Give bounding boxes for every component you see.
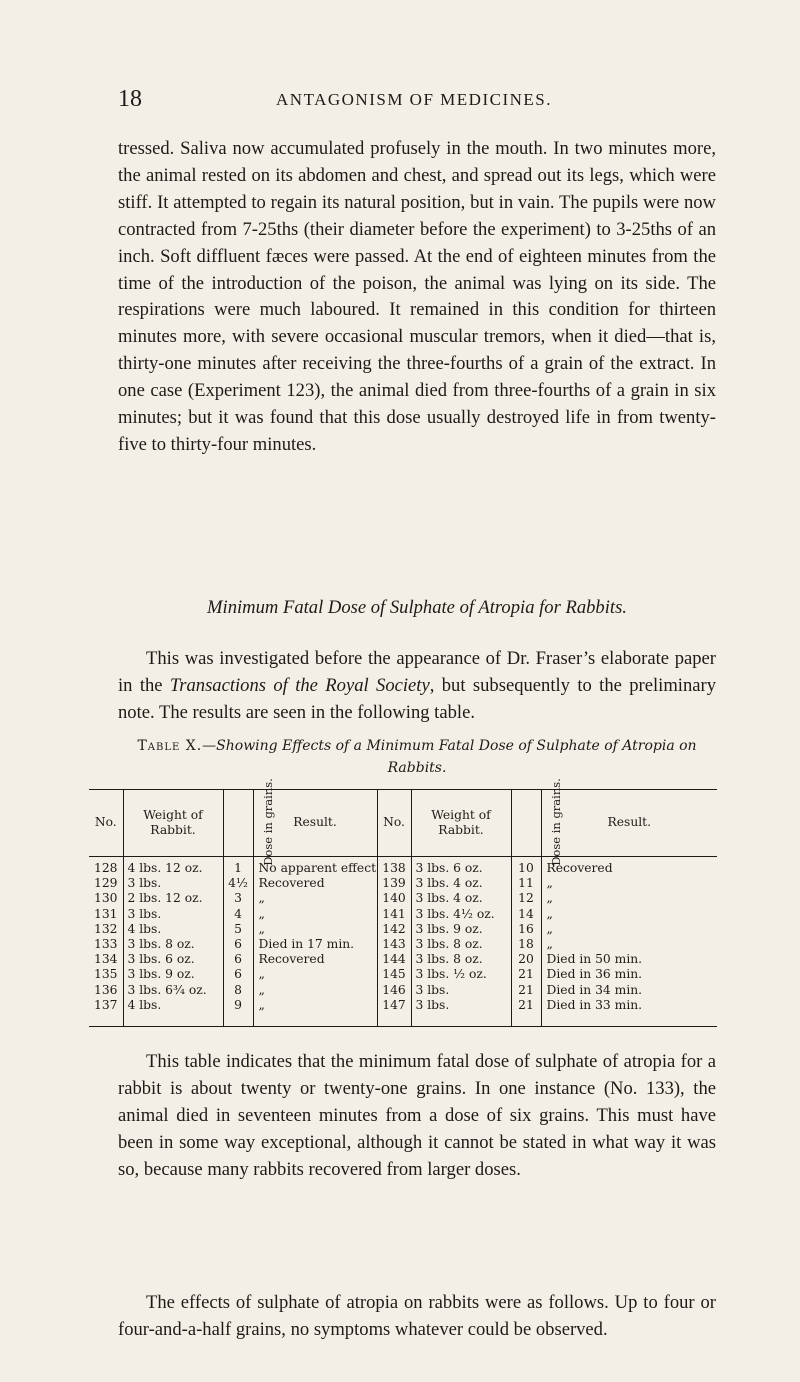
table-row (89, 967, 717, 982)
row-weight: 3 lbs. (411, 983, 511, 998)
row-result: Died in 50 min. (541, 952, 717, 967)
row-number: 129 (94, 876, 118, 891)
results-table (89, 778, 717, 1026)
row-number: 139 (377, 876, 411, 891)
results-table-frame (89, 778, 717, 1027)
row-number: 141 (377, 907, 411, 922)
row-weight: 3 lbs. 6¾ oz. (123, 983, 223, 998)
row-dose: 3 (223, 891, 253, 906)
table-caption-text: —Showing Effects of a Minimum Fatal Dose of Sulphate of Atropia on Rabbits. (202, 738, 697, 776)
row-result: Recovered (541, 857, 717, 877)
table-row (89, 907, 717, 922)
row-result: „ (541, 876, 717, 891)
row-number: 130 (94, 891, 118, 906)
row-number: 138 (377, 857, 411, 877)
row-result: „ (253, 907, 377, 922)
row-result: „ (253, 922, 377, 937)
row-result: Recovered (253, 952, 377, 967)
row-dose: 21 (511, 983, 541, 998)
row-result: No apparent effect (253, 857, 377, 877)
header-result: Result. (253, 790, 377, 857)
paragraph-continued: tressed. Saliva now accumulated profusely in the mouth. In two minutes more, the animal rested on its abdomen and chest, and spread out its legs, which were stiff. It attempted to regain its natural position, but in vain. The pupils were now contracted from 7-25ths (their diameter before the experiment) to 3-25ths of an inch. Soft diffluent fæces were passed. At the end of eighteen minutes from the time of the introduction of the poison, the animal was lying on its side. The respirations were much laboured. It remained in this condition for thirteen minutes more, with severe occasional muscular tremors, when it died—that is, thirty-one minutes after receiving the three-fourths of a grain of the extract. In one case (Experiment 123), the animal died from three-fourths of a grain in six minutes; but it was found that this dose usually destroyed life in from twenty-five to thirty-four minutes. (118, 138, 716, 455)
row-result: „ (253, 998, 377, 1026)
row-result: Died in 33 min. (541, 998, 717, 1026)
paragraph-intro-text-b: , but subsequently to the preliminary note. The results are seen in the following table. (118, 674, 716, 723)
header-no-2: No. (377, 790, 411, 857)
section-title: Minimum Fatal Dose of Sulphate of Atropia for Rabbits. (207, 597, 627, 618)
row-dose: 21 (511, 998, 541, 1026)
row-dose: 6 (223, 937, 253, 952)
row-dose: 4½ (223, 876, 253, 891)
row-dose: 4 (223, 907, 253, 922)
row-weight: 3 lbs. 9 oz. (411, 922, 511, 937)
row-weight: 3 lbs. 8 oz. (411, 937, 511, 952)
header-dose-label: Dose in grains. (260, 778, 275, 867)
row-dose: 11 (511, 876, 541, 891)
row-number: 143 (377, 937, 411, 952)
row-weight: 4 lbs. 12 oz. (123, 857, 223, 877)
table-row (89, 891, 717, 906)
row-result: Died in 34 min. (541, 983, 717, 998)
table-row (89, 983, 717, 998)
journal-title: Transactions of the Royal Society (169, 674, 430, 696)
row-dose: 14 (511, 907, 541, 922)
row-result: Died in 36 min. (541, 967, 717, 982)
header-weight-2: Weight of Rabbit. (411, 790, 511, 857)
table-row (89, 998, 717, 1026)
table-header-row (89, 790, 717, 857)
row-number: 133 (94, 937, 118, 952)
table-row (89, 922, 717, 937)
row-dose: 18 (511, 937, 541, 952)
header-no: No. (89, 790, 123, 857)
row-weight: 3 lbs. 8 oz. (123, 937, 223, 952)
row-number: 146 (377, 983, 411, 998)
row-number: 144 (377, 952, 411, 967)
table-row (89, 952, 717, 967)
row-result: „ (541, 922, 717, 937)
header-result-2: Result. (541, 790, 717, 857)
row-weight: 3 lbs. 6 oz. (123, 952, 223, 967)
table-row (89, 876, 717, 891)
row-number: 145 (377, 967, 411, 982)
table-caption (118, 735, 716, 779)
row-result: „ (253, 983, 377, 998)
row-weight: 3 lbs. 9 oz. (123, 967, 223, 982)
row-dose: 8 (223, 983, 253, 998)
row-weight: 3 lbs. (123, 907, 223, 922)
row-number: 140 (377, 891, 411, 906)
running-head: ANTAGONISM OF MEDICINES. (276, 90, 552, 109)
row-result: „ (253, 967, 377, 982)
row-result: „ (253, 891, 377, 906)
paragraph-effects: The effects of sulphate of atropia on rabbits were as follows. Up to four or four-and-a-half grains, no symptoms whatever could be observed. (118, 1292, 716, 1340)
row-dose: 6 (223, 967, 253, 982)
page-header (118, 86, 710, 112)
row-weight: 3 lbs. 4½ oz. (411, 907, 511, 922)
row-number: 134 (94, 952, 118, 967)
row-number: 131 (94, 906, 118, 921)
page-number: 18 (118, 86, 142, 112)
row-dose: 12 (511, 891, 541, 906)
table-label: Table X. (137, 738, 203, 754)
row-weight: 4 lbs. (123, 922, 223, 937)
paragraph-intro (118, 646, 716, 727)
row-dose: 9 (223, 998, 253, 1026)
paragraph-intro-text-a: This was investigated before the appearance of Dr. Fraser’s elaborate paper in the (118, 648, 716, 696)
row-dose: 21 (511, 967, 541, 982)
row-dose: 10 (511, 857, 541, 877)
row-number: 135 (94, 967, 118, 982)
row-number: 136 (94, 982, 118, 997)
row-weight: 3 lbs. (123, 876, 223, 891)
row-number: 137 (94, 997, 118, 1012)
row-number: 132 (94, 921, 118, 936)
header-dose-2 (511, 778, 563, 867)
row-result: „ (541, 937, 717, 952)
table-body (89, 857, 717, 1027)
row-weight: 3 lbs. (411, 998, 511, 1026)
table-row (89, 937, 717, 952)
row-weight: 3 lbs. ½ oz. (411, 967, 511, 982)
table-row (89, 857, 717, 877)
header-weight: Weight of Rabbit. (123, 790, 223, 857)
row-weight: 3 lbs. 8 oz. (411, 952, 511, 967)
row-dose: 6 (223, 952, 253, 967)
row-weight: 3 lbs. 4 oz. (411, 891, 511, 906)
header-dose-label-2: Dose in grains. (548, 778, 563, 867)
row-weight: 2 lbs. 12 oz. (123, 891, 223, 906)
row-result: „ (541, 891, 717, 906)
row-weight: 3 lbs. 4 oz. (411, 876, 511, 891)
header-dose (223, 778, 275, 867)
row-dose: 20 (511, 952, 541, 967)
row-result: „ (541, 907, 717, 922)
paragraph-conclusion: This table indicates that the minimum fatal dose of sulphate of atropia for a rabbit is about twenty or twenty-one grains. In one instance (No. 133), the animal died in seventeen minutes from a dose of six grains. This must have been in some way exceptional, although it cannot be stated in what way it was so, because many rabbits recovered from larger doses. (118, 1051, 716, 1180)
row-weight: 3 lbs. 6 oz. (411, 857, 511, 877)
row-result: Recovered (253, 876, 377, 891)
row-number: 147 (377, 998, 411, 1026)
row-dose: 1 (223, 857, 253, 877)
row-result: Died in 17 min. (253, 937, 377, 952)
row-dose: 16 (511, 922, 541, 937)
row-number: 128 (94, 861, 118, 875)
row-number: 142 (377, 922, 411, 937)
row-weight: 4 lbs. (123, 998, 223, 1026)
row-dose: 5 (223, 922, 253, 937)
